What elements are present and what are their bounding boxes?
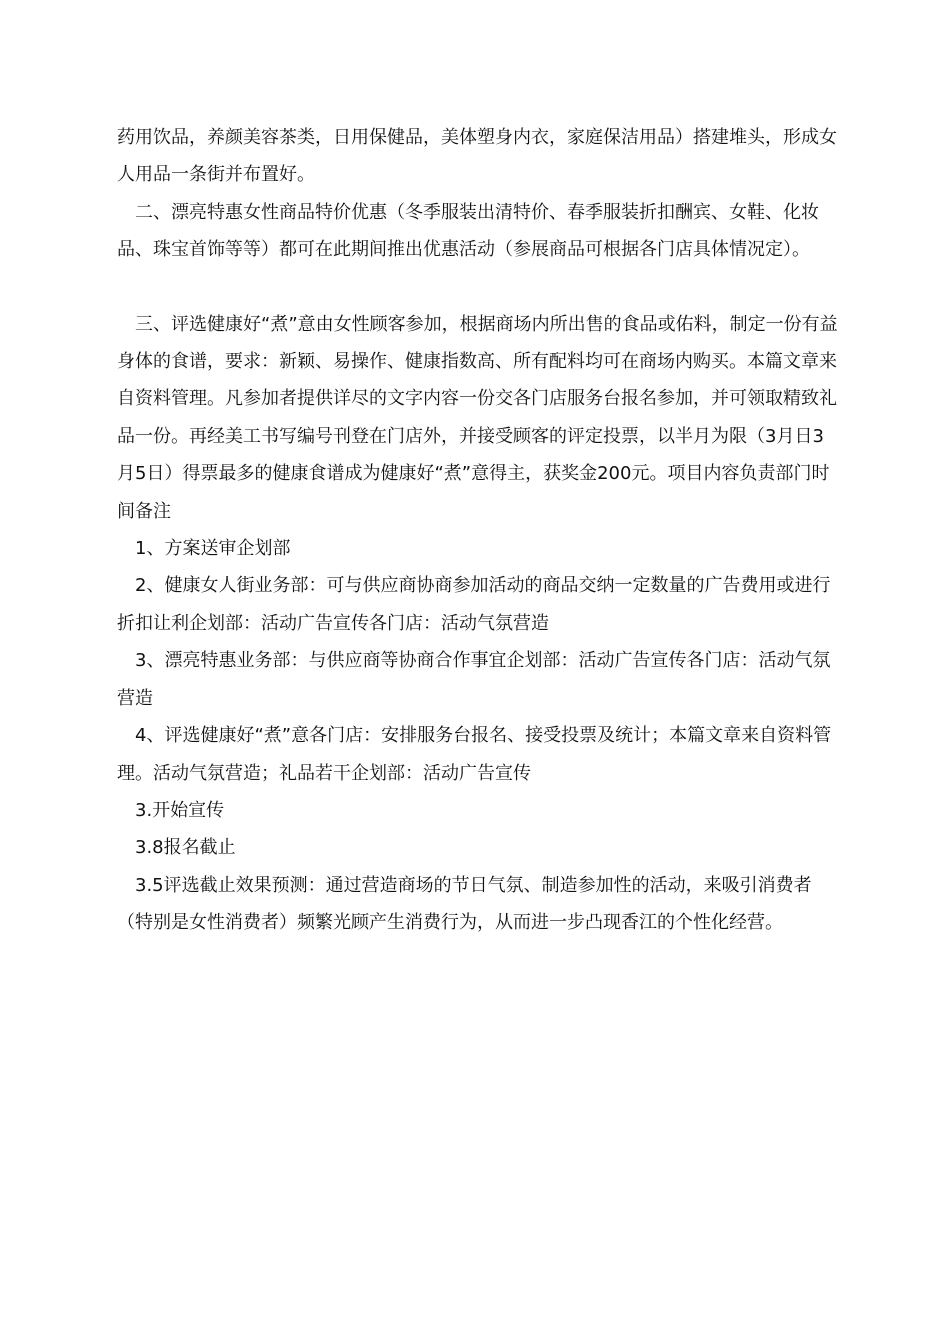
- list-item-healthy-women-street: 2、健康女人街业务部：可与供应商协商参加活动的商品交纳一定数量的广告费用或进行折扣让利企划部：活动广告宣传各门店：活动气氛营造: [117, 575, 831, 634]
- list-item-special-offers: 3、漂亮特惠业务部：与供应商等协商合作事宜企划部：活动广告宣传各门店：活动气氛营造: [117, 650, 831, 709]
- paragraph-special-offers: 二、漂亮特惠女性商品特价优惠（冬季服装出清特价、春季服装折扣酬宾、女鞋、化妆品、珠宝首饰等等）都可在此期间推出优惠活动（参展商品可根据各门店具体情况定）。: [117, 201, 819, 261]
- schedule-selection-deadline-effect: 3.5评选截止效果预测：通过营造商场的节日气氛、制造参加性的活动，来吸引消费者（特别是女性消费者）频繁光顾产生消费行为，从而进一步凸现香江的个性化经营。: [117, 874, 812, 934]
- list-item-recipe-selection: 4、评选健康好“煮”意各门店：安排服务台报名、接受投票及统计；本篇文章来自资料管理。活动气氛营造；礼品若干企划部：活动广告宣传: [117, 725, 832, 784]
- document-body: [117, 119, 841, 942]
- schedule-start-promotion: 3.开始宣传: [135, 799, 225, 821]
- list-item-proposal-review: 1、方案送审企划部: [135, 538, 291, 560]
- paragraph-spacer: [117, 269, 841, 306]
- paragraph-healthy-recipe-contest: 三、评选健康好“煮”意由女性顾客参加，根据商场内所出售的食品或佑料，制定一份有益身体的食谱，要求：新颖、易操作、健康指数高、所有配料均可在商场内购买。本篇文章来自资料管理。凡参加者提供详尽的文字内容一份交各门店服务台报名参加，并可领取精致礼品一份。再经美工书写编号刊登在门店外，并接受顾客的评定投票，以半月为限（3月日3月5日）得票最多的健康食谱成为健康好“煮”意得主，获奖金200元。项目内容负责部门时间备注: [117, 313, 838, 522]
- schedule-registration-deadline: 3.8报名截止: [135, 837, 236, 859]
- paragraph-product-street: 药用饮品，养颜美容茶类，日用保健品，美体塑身内衣，家庭保洁用品）搭建堆头，形成女人用品一条街并布置好。: [117, 127, 837, 186]
